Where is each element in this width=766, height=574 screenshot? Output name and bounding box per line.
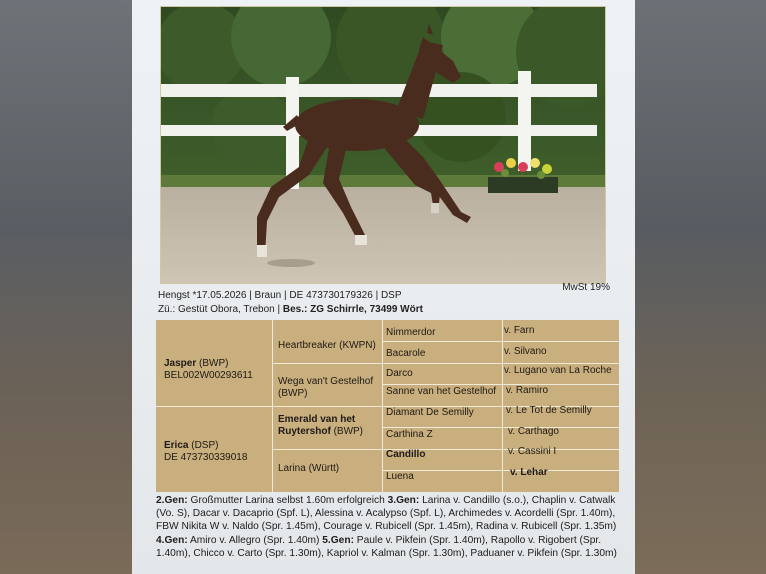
gen3-label: 3.Gen: [387,495,420,506]
sire-id: BEL002W00293611 [164,370,253,381]
horse-info-line: Hengst *17.05.2026 | Braun | DE 473730179326 | DSP [158,290,402,301]
gen4-text: Amiro v. Allegro (Spr. 1.40m) [187,534,323,546]
gen2-text: Großmutter Larina selbst 1.60m erfolgreich [187,495,388,506]
breeder-owner-line [158,304,423,315]
gen4-ancestor: v. Ramiro [506,385,549,396]
blurred-background-left [0,0,132,574]
dam-sire-name: Emerald van het [278,414,356,425]
pedigree-divider [382,470,619,471]
generations-text [156,494,628,560]
gen3-ancestor: Bacarole [386,348,426,359]
sire-name: Jasper (BWP) [164,358,229,369]
pedigree-divider [382,341,619,342]
gen3-ancestor: Sanne van het Gestelhof [386,386,497,397]
gen3-ancestor: Nimmerdor [386,327,436,338]
gen5-label: 5.Gen: [322,534,354,546]
gen4-ancestor: v. Silvano [504,346,547,357]
pedigree-divider [382,427,619,428]
foal-photo-illustration [161,7,606,284]
gen3-ancestor: Carthina Z [386,429,433,440]
dam-sire-name-cont: Ruytershof (BWP) [278,426,364,437]
gen3-ancestor: Luena [386,471,414,482]
catalog-page [132,0,635,574]
gen3-text: Larina v. Candillo (s.o.), Chaplin v. Catwalk (Vo. S), Dacar v. Dacaprio (Spf. L), Alessina v. Acalypso (Spf. L), Archimedes v. Acordelli (Spr. 1.40m), FBW Nikita W v. Naldo (Spr. 1.45m), Courage v. Rubicell (Spr. 1.45m), Radina v. Rubicell (Spr. 1.35m) [156,495,617,533]
gen4-ancestor: v. Cassini I [508,446,557,457]
gen4-ancestor: v. Le Tot de Semilly [506,405,592,416]
pedigree-table [156,320,619,492]
dam-name: Erica (DSP) [164,440,219,451]
gen4-label: 4.Gen: [156,534,188,546]
gen3-ancestor: Candillo [386,449,426,460]
gen5-text: Paule v. Pikfein (Spr. 1.40m), Rapollo v. Rigobert (Spr. 1.40m), Chicco v. Carto (Spr. 1.30m), Kapriol v. Kalman (Spr. 1.30m), Paduaner v. Pikfein (Spr. 1.30m) [156,534,617,559]
sire-dam-name: Wega van't Gestelhof [278,376,374,387]
pedigree-divider [272,449,619,450]
vat-label: MwSt 19% [562,282,610,293]
blurred-background-right [634,0,766,574]
dam-id: DE 473730339018 [164,452,248,463]
gen3-ancestor: Diamant De Semilly [386,407,474,418]
gen2-label: 2.Gen: [156,495,188,506]
pedigree-divider [382,384,619,385]
pedigree-divider [272,363,619,364]
gen4-ancestor: v. Lugano van La Roche [504,365,612,376]
sire-dam-breed: (BWP) [278,388,308,399]
gen4-ancestor: v. Lehar [510,467,548,478]
breeder-text: Zü.: Gestüt Obora, Trebon | [158,304,283,315]
gen4-ancestor: v. Carthago [508,426,559,437]
sire-sire-name: Heartbreaker (KWPN) [278,340,376,351]
gen4-ancestor: v. Farn [504,325,535,336]
gen3-ancestor: Darco [386,368,413,379]
owner-text: Bes.: ZG Schirrle, 73499 Wört [282,304,423,315]
dam-dam-name: Larina (Württ) [278,463,340,474]
foal-photo [160,6,606,284]
